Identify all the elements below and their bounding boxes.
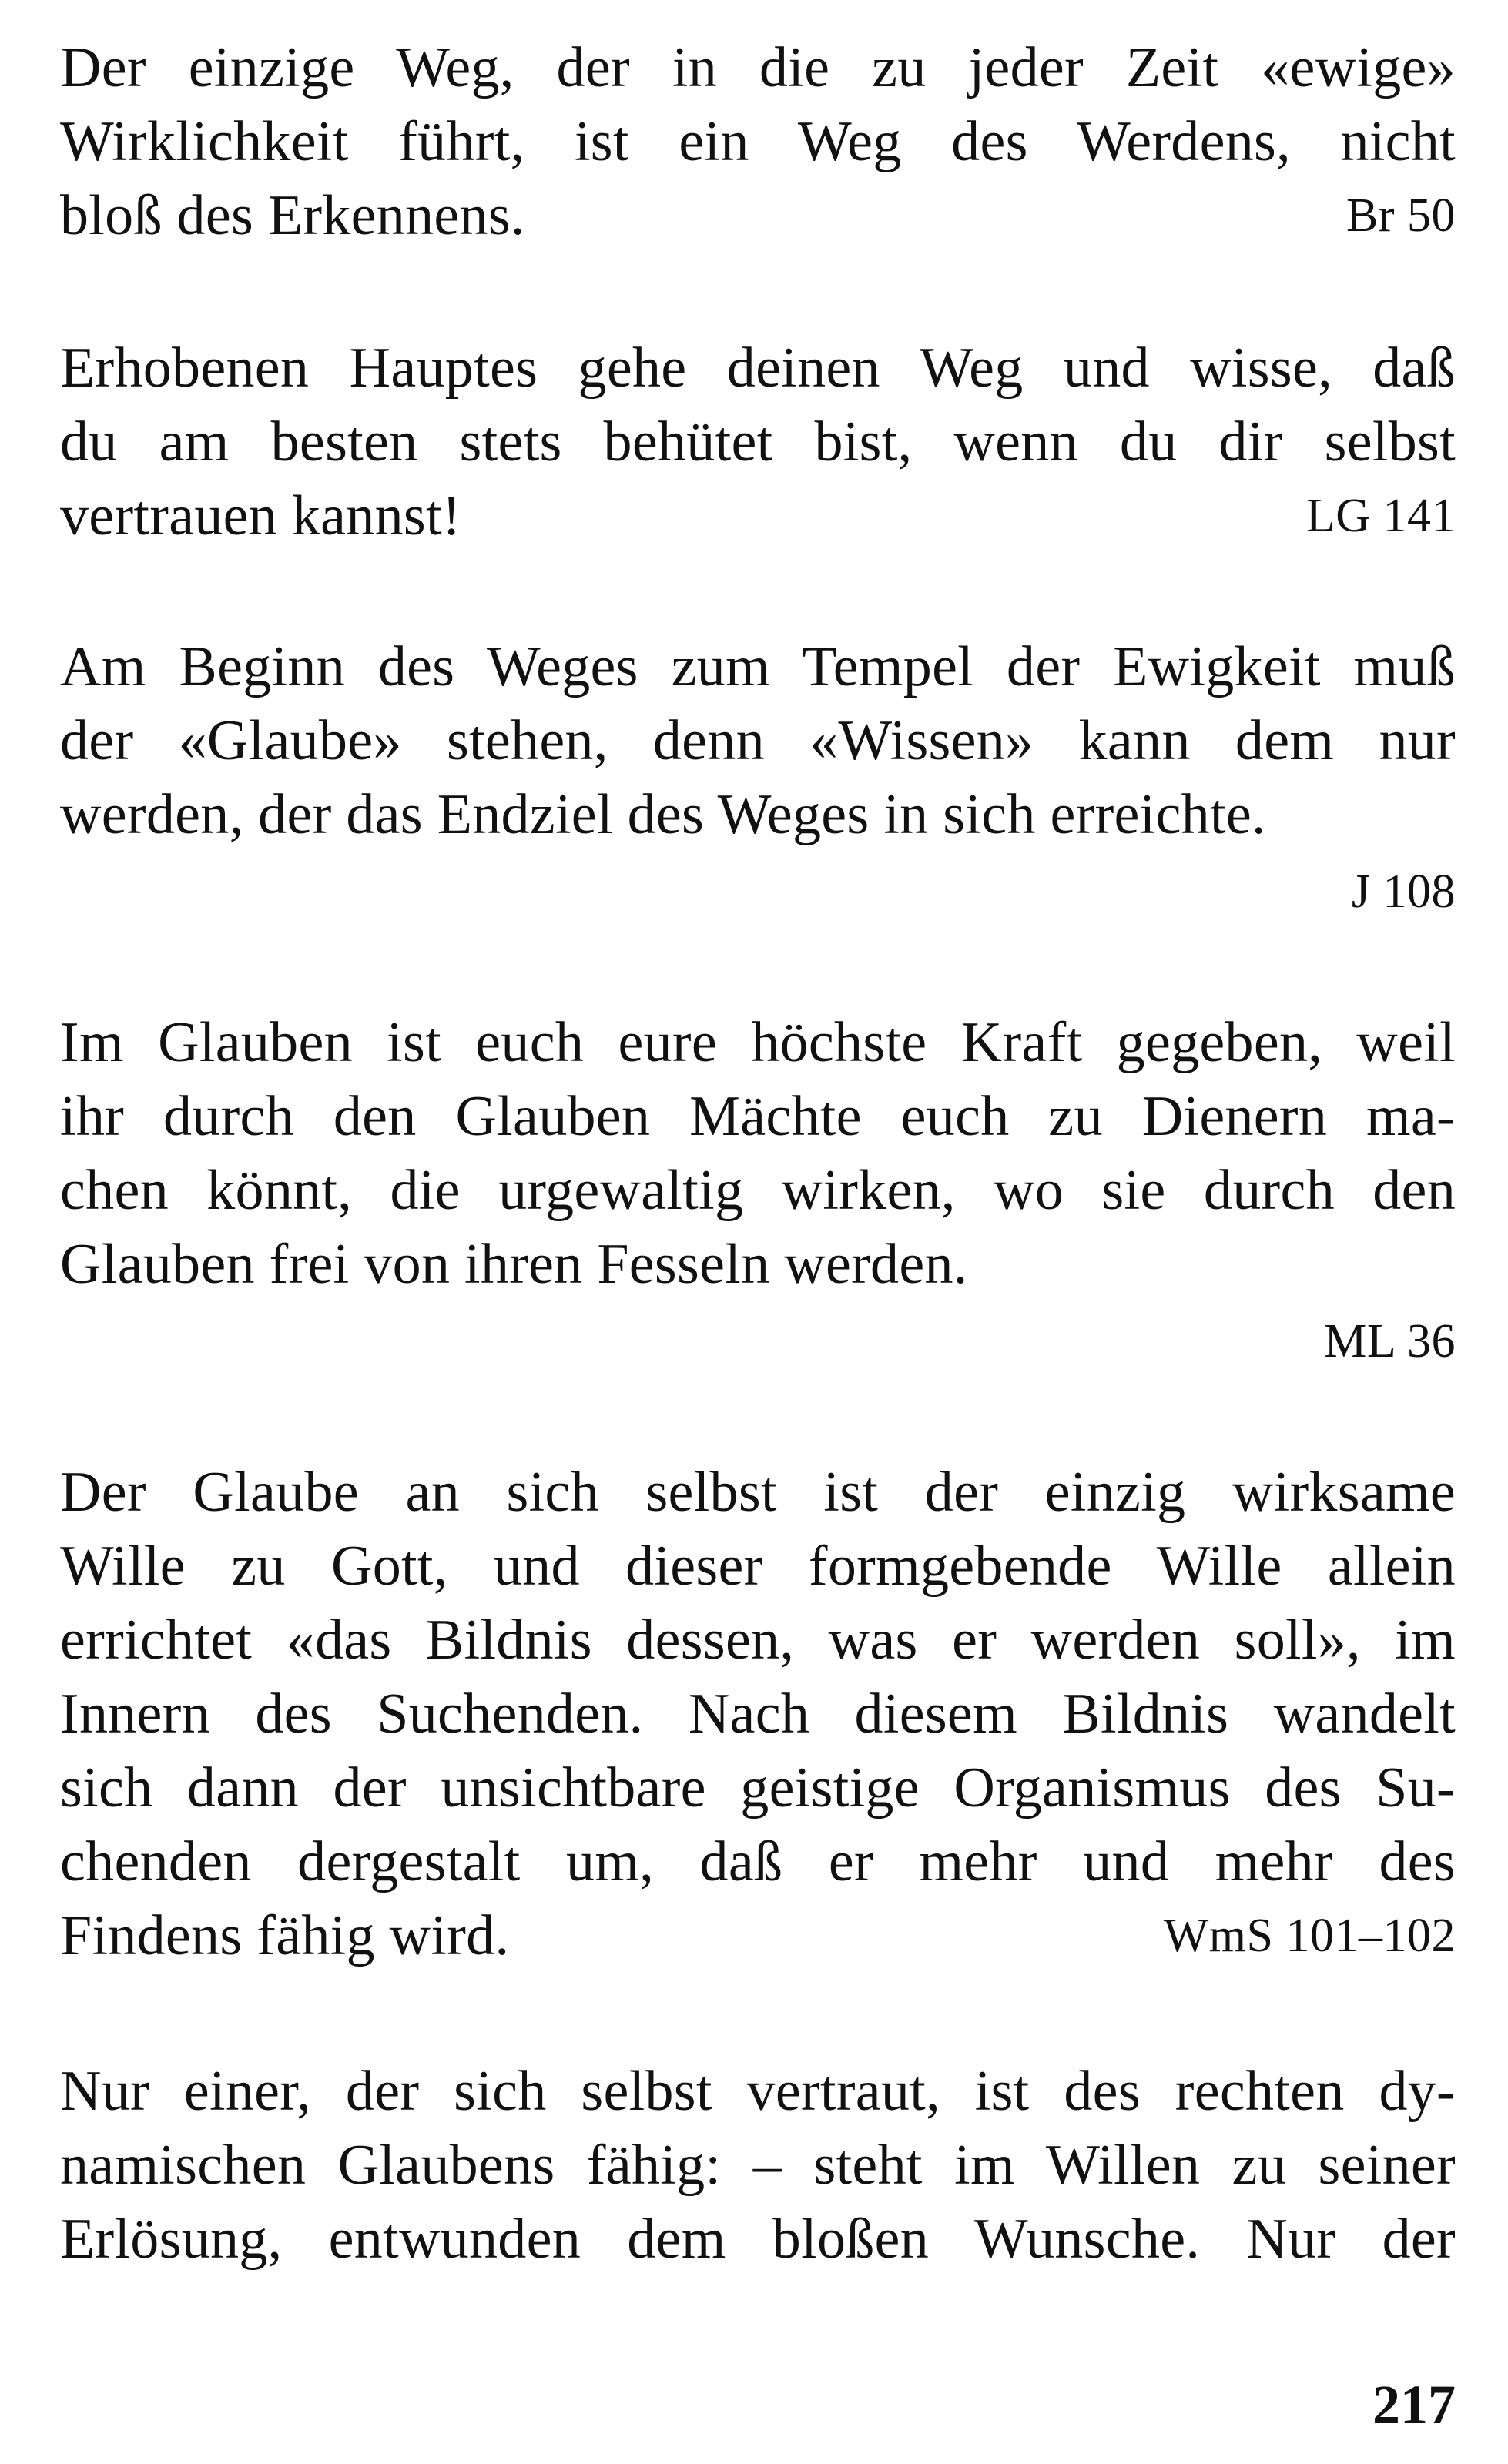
source-reference: Br 50 — [1346, 189, 1456, 242]
reference-line — [60, 1301, 1456, 1375]
quote-line: Innern des Suchenden. Nach diesem Bildnis wandelt — [60, 1682, 1456, 1746]
quote-line: du am besten stets behütet bist, wenn du dir selbst — [60, 410, 1456, 474]
quote-5 — [60, 1455, 1456, 1973]
quote-line: vertrauen kannst! — [60, 484, 461, 547]
quote-3 — [60, 630, 1456, 926]
quote-line: der «Glaube» stehen, denn «Wissen» kann dem nur — [60, 709, 1456, 772]
quote-line: Nur einer, der sich selbst vertraut, ist des rechten dy- — [60, 2060, 1456, 2123]
source-reference: WmS 101–102 — [1163, 1910, 1456, 1962]
quote-line: Glauben frei von ihren Fesseln werden. — [60, 1233, 968, 1296]
quote-line: chenden dergestalt um, daß er mehr und mehr des — [60, 1830, 1456, 1893]
quote-line: Erlösung, entwunden dem bloßen Wunsche. Nur der — [60, 2208, 1456, 2271]
quote-line: Am Beginn des Weges zum Tempel der Ewigkeit muß — [60, 635, 1456, 698]
quote-last-line — [60, 479, 1456, 553]
quote-line: namischen Glaubens fähig: – steht im Willen zu seiner — [60, 2134, 1456, 2197]
quote-line: Der Glaube an sich selbst ist der einzig wirksame — [60, 1461, 1456, 1524]
quote-line: Findens fähig wird. — [60, 1904, 510, 1967]
quote-line: Wille zu Gott, und dieser formgebende Wille allein — [60, 1535, 1456, 1598]
quote-4 — [60, 1006, 1456, 1375]
page-number: 217 — [1372, 2374, 1456, 2436]
quote-line: Erhobenen Hauptes gehe deinen Weg und wisse, daß — [60, 336, 1456, 400]
source-reference: J 108 — [1351, 865, 1456, 918]
quote-2 — [60, 331, 1456, 553]
source-reference: LG 141 — [1305, 490, 1456, 542]
quote-line: chen könnt, die urgewaltig wirken, wo sie durch den — [60, 1159, 1456, 1222]
reference-line — [60, 852, 1456, 926]
quote-line: errichtet «das Bildnis dessen, was er werden soll», im — [60, 1609, 1456, 1672]
quote-line: ihr durch den Glauben Mächte euch zu Dienern ma- — [60, 1085, 1456, 1148]
quote-line: Im Glauben ist euch eure höchste Kraft gegeben, weil — [60, 1011, 1456, 1074]
quote-last-line — [60, 1899, 1456, 1973]
quote-line: sich dann der unsichtbare geistige Organismus des Su- — [60, 1756, 1456, 1820]
quote-line: werden, der das Endziel des Weges in sich erreichte. — [60, 783, 1266, 846]
quote-last-line — [60, 179, 1456, 253]
quote-6 — [60, 2054, 1456, 2276]
quote-line: Wirklichkeit führt, ist ein Weg des Werdens, nicht — [60, 110, 1456, 173]
quote-line: bloß des Erkennens. — [60, 184, 525, 247]
quote-line: Der einzige Weg, der in die zu jeder Zeit «ewige» — [60, 36, 1456, 99]
quote-1 — [60, 31, 1456, 253]
source-reference: ML 36 — [1324, 1315, 1456, 1368]
